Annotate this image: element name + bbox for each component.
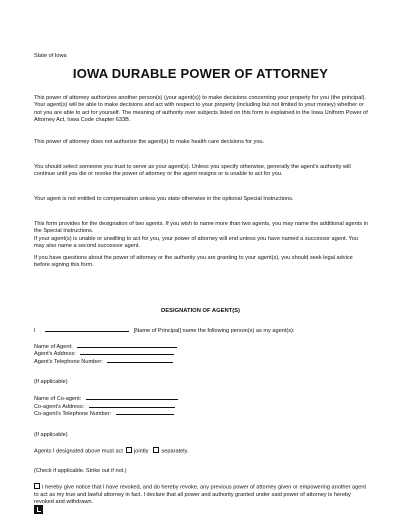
agent-phone-label: Agent's Telephone Number: [34,359,103,365]
jointly-checkbox[interactable] [126,447,132,453]
coagent-phone-label: Co-agent's Telephone Number: [34,411,112,417]
intro-paragraph-6 [34,255,368,270]
coagent-address-label: Co-agent's Address: [34,404,85,410]
intro-text-3: You should select someone you trust to serve as your agent(s). Unless you specify otherwise, generally the agent's authority will continue until you die or revoke the power of attorney or the agent resigns or is unable to act for you. [34,164,351,178]
intro-text-6: If you have questions about the power of attorney or the authority you are granting to your agent(s), you should seek legal advice before signing this form. [34,255,353,269]
intro-text-4: Your agent is not entitled to compensation unless you state otherwise in the optional Special Instructions. [34,196,294,202]
intro-text-2: This power of attorney does not authorize the agent(s) to make health care decisions for you. [34,139,265,145]
principal-text: [Name of Principal] name the following person(s) as my agent(s): [133,328,295,334]
agent-address-field[interactable] [80,349,174,355]
jointly-label: jointly [134,448,149,455]
check-note: (Check if applicable. Strike out if not.) [34,468,127,474]
agent-name-field[interactable] [77,342,177,348]
agents-act-row [34,447,188,456]
principal-row [34,326,294,335]
revoke-paragraph [34,483,368,507]
separately-label: separately. [161,448,189,455]
if-applicable-1: (If applicable) [34,379,68,385]
intro-text-1: This power of attorney authorizes another person(s) (your agent(s)) to make decisions concerning your property for you (the principal). Your agent(s) will be able to make decisions and act with respect to your property (including but not limited to your money) whether or not you are able to act for yourself. The meaning of authority over subjects listed on this form is explained in the Iowa Uniform Power of Attorney Act, Iowa Code chapter 633B. [34,95,368,124]
agent-phone-row [34,357,173,366]
intro-text-5a: This form provides for the designation of two agents. If you wish to name more than two agents, you may name the additional agents in the Special Instructions. [34,221,368,235]
coagent-phone-row [34,409,174,418]
coagent-address-field[interactable] [89,402,175,408]
intro-paragraph-3 [34,164,368,179]
coagent-name-field[interactable] [86,394,178,400]
intro-paragraph-4 [34,196,368,203]
intro-paragraph-2 [34,139,368,146]
coagent-phone-field[interactable] [116,409,174,415]
agent-address-label: Agent's Address: [34,351,76,357]
lawdistrict-logo-icon [34,505,43,514]
designation-heading: DESIGNATION OF AGENT(S) [161,308,240,314]
intro-paragraph-5 [34,221,368,251]
revoke-line [34,483,368,507]
coagent-name-label: Name of Co-agent: [34,396,82,402]
intro-paragraph-1 [34,95,368,125]
principal-name-field[interactable] [45,326,129,332]
intro-text-5b: If your agent(s) is unable or unwilling to act for you, your power of attorney will end unless you have named a successor agent. You may also name a second successor agent. [34,235,358,250]
principal-prefix: I [34,328,36,334]
agents-act-text: Agents I designated above must act [34,448,123,455]
agent-phone-field[interactable] [107,357,173,363]
revoke-text: I hereby give notice that I have revoked, and do hereby revoke, any previous power of attorney given or empowering another agent to act as my true and lawful attorney in fact. I declare that all power and authority granted under said power of attorney is hereby revoked and withdrawn. [34,484,367,506]
revoke-checkbox[interactable] [34,483,40,489]
separately-checkbox[interactable] [153,447,159,453]
agent-name-label: Name of Agent: [34,344,73,350]
state-label: State of Iowa [34,53,67,59]
document-title: IOWA DURABLE POWER OF ATTORNEY [72,66,329,81]
if-applicable-2: (If applicable) [34,432,68,438]
